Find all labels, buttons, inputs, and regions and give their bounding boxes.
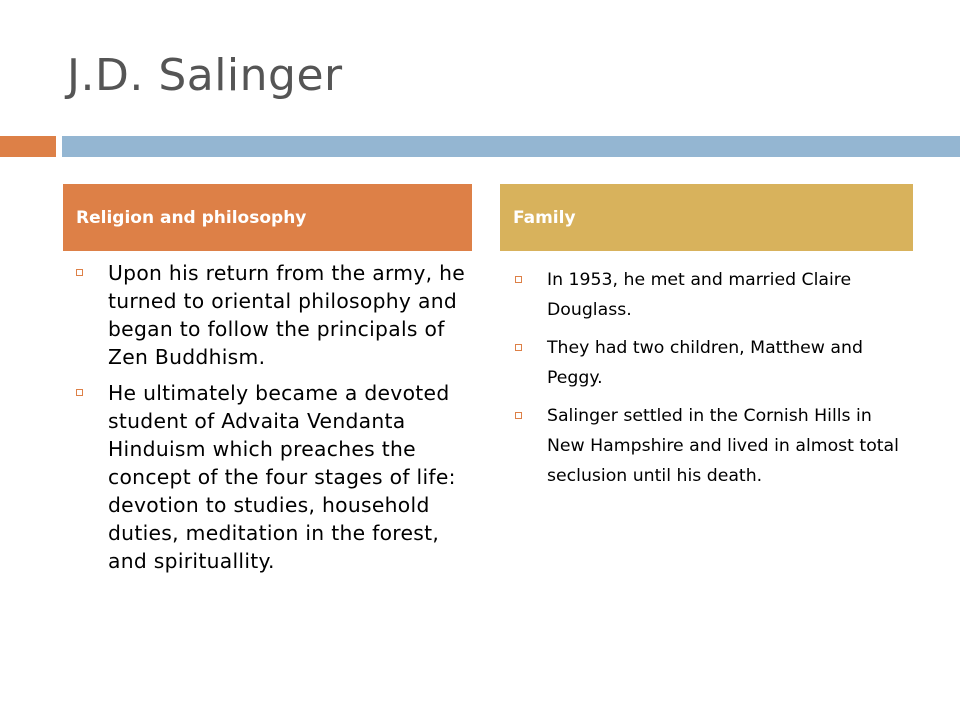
list-item xyxy=(515,401,905,491)
bullet-text: He ultimately became a devoted student of Advaita Vendanta Hinduism which preaches the concept of the four stages of life: devotion to studies, household duties, meditation in the forest, and spirituallity. xyxy=(108,381,456,573)
list-item xyxy=(76,379,476,575)
bullet-text: They had two children, Matthew and Peggy. xyxy=(547,338,863,388)
religion-philosophy-header-label: Religion and philosophy xyxy=(76,207,307,228)
slide-title: J.D. Salinger xyxy=(67,50,343,101)
bullet-text: In 1953, he met and married Claire Douglass. xyxy=(547,270,852,320)
family-header xyxy=(500,184,913,251)
hollow-square-bullet-icon xyxy=(515,276,522,283)
hollow-square-bullet-icon xyxy=(515,412,522,419)
hollow-square-bullet-icon xyxy=(515,344,522,351)
list-item xyxy=(76,259,476,371)
title-divider-bar xyxy=(62,136,960,157)
bullet-text: Upon his return from the army, he turned to oriental philosophy and began to follow the principals of Zen Buddhism. xyxy=(108,261,466,369)
bullet-text: Salinger settled in the Cornish Hills in New Hampshire and lived in almost total seclusion until his death. xyxy=(547,406,899,486)
title-accent-bar xyxy=(0,136,56,157)
family-list xyxy=(515,265,905,491)
list-item xyxy=(515,333,905,393)
family-header-label: Family xyxy=(513,207,576,228)
list-item xyxy=(515,265,905,325)
religion-philosophy-header xyxy=(63,184,472,251)
religion-philosophy-list xyxy=(76,259,476,575)
hollow-square-bullet-icon xyxy=(76,389,83,396)
hollow-square-bullet-icon xyxy=(76,269,83,276)
